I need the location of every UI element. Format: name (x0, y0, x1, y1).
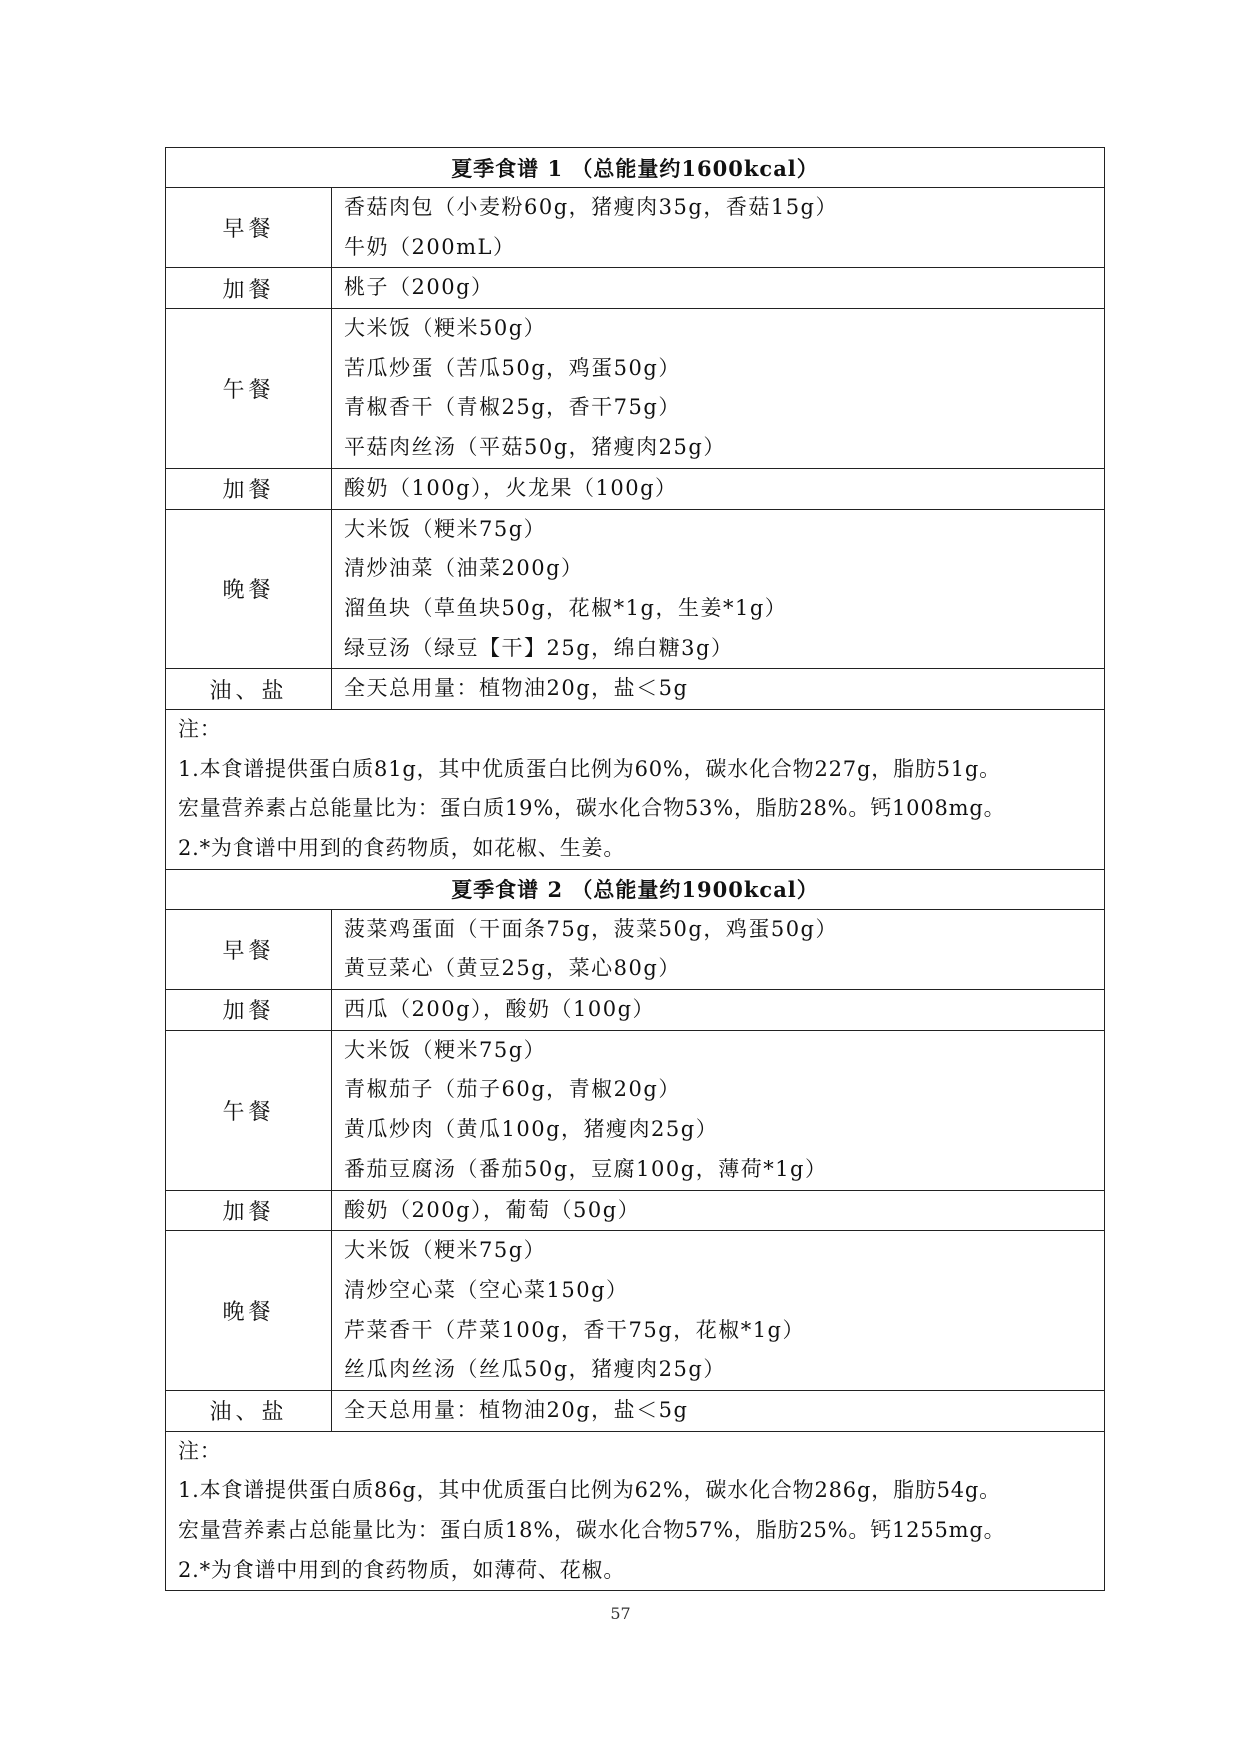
meal-label: 晚餐 (166, 509, 332, 669)
meal-items (332, 268, 1105, 309)
meal-row-snack (166, 1190, 1105, 1231)
meal-row-breakfast (166, 909, 1105, 989)
oil-salt-text: 全天总用量：植物油20g，盐＜5g (344, 676, 689, 701)
notes-cell (166, 709, 1105, 869)
note-line: 1.本食谱提供蛋白质86g，其中优质蛋白比例为62%，碳水化合物286g，脂肪54g。 (178, 1478, 1001, 1503)
menu-title: 夏季食谱 1 （总能量约1600kcal） (166, 148, 1105, 188)
note-line: 1.本食谱提供蛋白质81g，其中优质蛋白比例为60%，碳水化合物227g，脂肪51g。 (178, 756, 1001, 781)
meal-row-breakfast (166, 188, 1105, 268)
meal-row-dinner (166, 509, 1105, 669)
dish-item: 大米饭（粳米50g） (344, 316, 547, 341)
meal-label: 晚餐 (166, 1231, 332, 1391)
meal-label: 加餐 (166, 990, 332, 1031)
meal-row-lunch (166, 309, 1105, 469)
meal-items (332, 1231, 1105, 1391)
dish-item: 青椒香干（青椒25g，香干75g） (344, 395, 681, 420)
note-line: 注： (178, 1438, 222, 1463)
dish-item: 黄豆菜心（黄豆25g，菜心80g） (344, 956, 681, 981)
dish-item: 清炒空心菜（空心菜150g） (344, 1277, 629, 1302)
dish-item: 溜鱼块（草鱼块50g，花椒*1g，生姜*1g） (344, 595, 788, 620)
note-line: 2.*为食谱中用到的食药物质，如薄荷、花椒。 (178, 1557, 626, 1582)
note-line: 宏量营养素占总能量比为：蛋白质19%，碳水化合物53%，脂肪28%。钙1008mg。 (178, 796, 1006, 821)
meal-items (332, 509, 1105, 669)
menu-table (165, 147, 1105, 1591)
dish-item: 酸奶（100g），火龙果（100g） (344, 475, 678, 500)
meal-label: 午餐 (166, 309, 332, 469)
dish-item: 苦瓜炒蛋（苦瓜50g，鸡蛋50g） (344, 355, 681, 380)
meal-row-snack (166, 990, 1105, 1031)
menu-title: 夏季食谱 2 （总能量约1900kcal） (166, 869, 1105, 909)
oil-salt-text: 全天总用量：植物油20g，盐＜5g (344, 1397, 689, 1422)
dish-item: 芹菜香干（芹菜100g，香干75g，花椒*1g） (344, 1317, 805, 1342)
dish-item: 牛奶（200mL） (344, 234, 516, 259)
notes-row (166, 709, 1105, 869)
meal-items (332, 669, 1105, 710)
meal-label: 油、盐 (166, 669, 332, 710)
menu-1-title-row (166, 148, 1105, 188)
meal-items (332, 990, 1105, 1031)
dish-item: 香菇肉包（小麦粉60g，猪瘦肉35g，香菇15g） (344, 195, 838, 219)
dish-item: 番茄豆腐汤（番茄50g，豆腐100g，薄荷*1g） (344, 1156, 828, 1181)
dish-item: 黄瓜炒肉（黄瓜100g，猪瘦肉25g） (344, 1117, 719, 1142)
meal-row-lunch (166, 1030, 1105, 1190)
meal-label: 午餐 (166, 1030, 332, 1190)
menu-2-title-row (166, 869, 1105, 909)
dish-item: 清炒油菜（油菜200g） (344, 556, 584, 581)
oil-salt-row (166, 669, 1105, 710)
meal-label: 加餐 (166, 1190, 332, 1231)
note-line: 宏量营养素占总能量比为：蛋白质18%，碳水化合物57%，脂肪25%。钙1255mg。 (178, 1518, 1006, 1542)
meal-label: 早餐 (166, 909, 332, 989)
note-line: 注： (178, 716, 222, 741)
dish-item: 西瓜（200g），酸奶（100g） (344, 997, 656, 1022)
meal-label: 加餐 (166, 468, 332, 509)
dish-item: 大米饭（粳米75g） (344, 1238, 547, 1263)
meal-items (332, 1390, 1105, 1431)
meal-items (332, 1190, 1105, 1231)
meal-row-dinner (166, 1231, 1105, 1391)
dish-item: 平菇肉丝汤（平菇50g，猪瘦肉25g） (344, 435, 726, 460)
meal-items (332, 468, 1105, 509)
dish-item: 大米饭（粳米75g） (344, 516, 547, 541)
meal-items (332, 1030, 1105, 1190)
note-line: 2.*为食谱中用到的食药物质，如花椒、生姜。 (178, 836, 626, 860)
meal-label: 早餐 (166, 188, 332, 268)
meal-row-snack (166, 468, 1105, 509)
dish-item: 菠菜鸡蛋面（干面条75g，菠菜50g，鸡蛋50g） (344, 916, 838, 941)
dish-item: 大米饭（粳米75g） (344, 1037, 547, 1062)
dish-item: 绿豆汤（绿豆【干】25g，绵白糖3g） (344, 635, 734, 660)
meal-items (332, 188, 1105, 268)
meal-items (332, 909, 1105, 989)
notes-cell (166, 1431, 1105, 1591)
dish-item: 青椒茄子（茄子60g，青椒20g） (344, 1077, 681, 1102)
dish-item: 桃子（200g） (344, 275, 494, 300)
oil-salt-row (166, 1390, 1105, 1431)
page-number: 57 (610, 1604, 631, 1623)
dish-item: 酸奶（200g），葡萄（50g） (344, 1197, 641, 1222)
meal-row-snack (166, 268, 1105, 309)
meal-label: 油、盐 (166, 1390, 332, 1431)
meal-label: 加餐 (166, 268, 332, 309)
notes-row (166, 1431, 1105, 1591)
dish-item: 丝瓜肉丝汤（丝瓜50g，猪瘦肉25g） (344, 1357, 726, 1382)
meal-items (332, 309, 1105, 469)
